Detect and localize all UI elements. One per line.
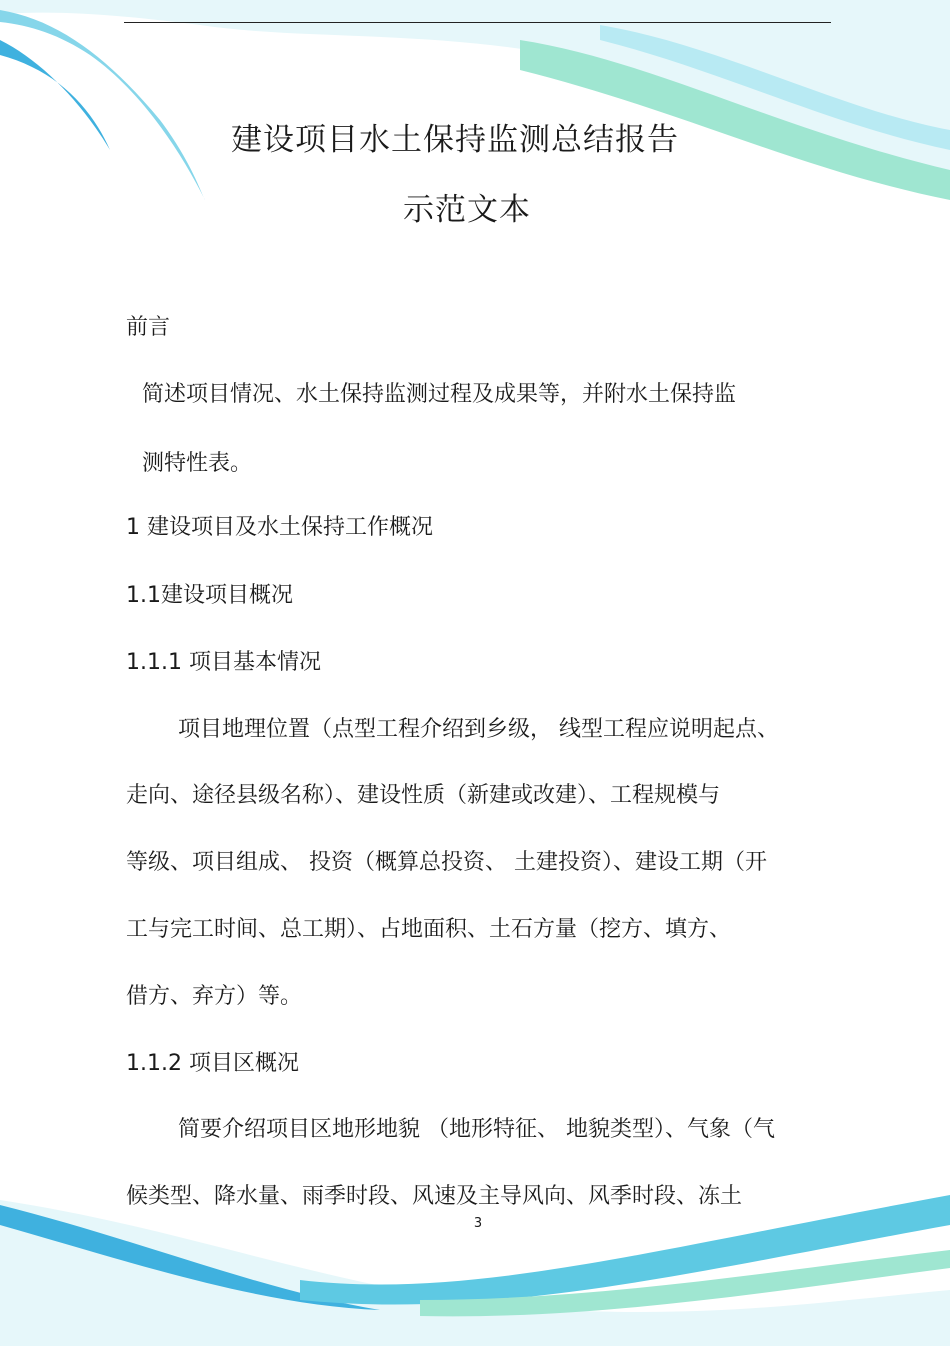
section-heading-1-1: 1.1建设项目概况: [126, 583, 293, 608]
heading-preface: 前言: [126, 315, 171, 340]
paragraph-line: 借方、弃方）等。: [126, 984, 303, 1009]
section-heading-1-1-1: 1.1.1 项目基本情况: [126, 650, 321, 675]
page-number: 3: [473, 1216, 483, 1231]
document-subtitle: 示范文本: [403, 192, 531, 228]
section-heading-1: 1 建设项目及水土保持工作概况: [126, 515, 433, 540]
paragraph-line: 工与完工时间、总工期）、占地面积、土石方量（挖方、填方、: [126, 917, 732, 942]
paragraph-line: 等级、项目组成、 投资（概算总投资、 土建投资）、建设工期（开: [126, 850, 767, 875]
top-rule: [124, 22, 831, 23]
paragraph-line: 测特性表。: [142, 451, 253, 476]
section-heading-1-1-2: 1.1.2 项目区概况: [126, 1051, 299, 1076]
paragraph-line: 简述项目情况、水土保持监测过程及成果等，并附水土保持监: [142, 382, 737, 407]
document-title: 建设项目水土保持监测总结报告: [231, 122, 679, 158]
paragraph-line: 候类型、降水量、雨季时段、风速及主导风向、风季时段、冻土: [126, 1184, 743, 1209]
paragraph-line: 项目地理位置（点型工程介绍到乡级， 线型工程应说明起点、: [178, 717, 779, 742]
paragraph-line: 简要介绍项目区地形地貌 （地形特征、 地貌类型）、气象（气: [178, 1117, 775, 1142]
top-wave-cyan: [0, 10, 205, 200]
bottom-wave-cyan: [300, 1195, 950, 1305]
paragraph-line: 走向、途径县级名称）、建设性质（新建或改建）、工程规模与: [126, 783, 721, 808]
